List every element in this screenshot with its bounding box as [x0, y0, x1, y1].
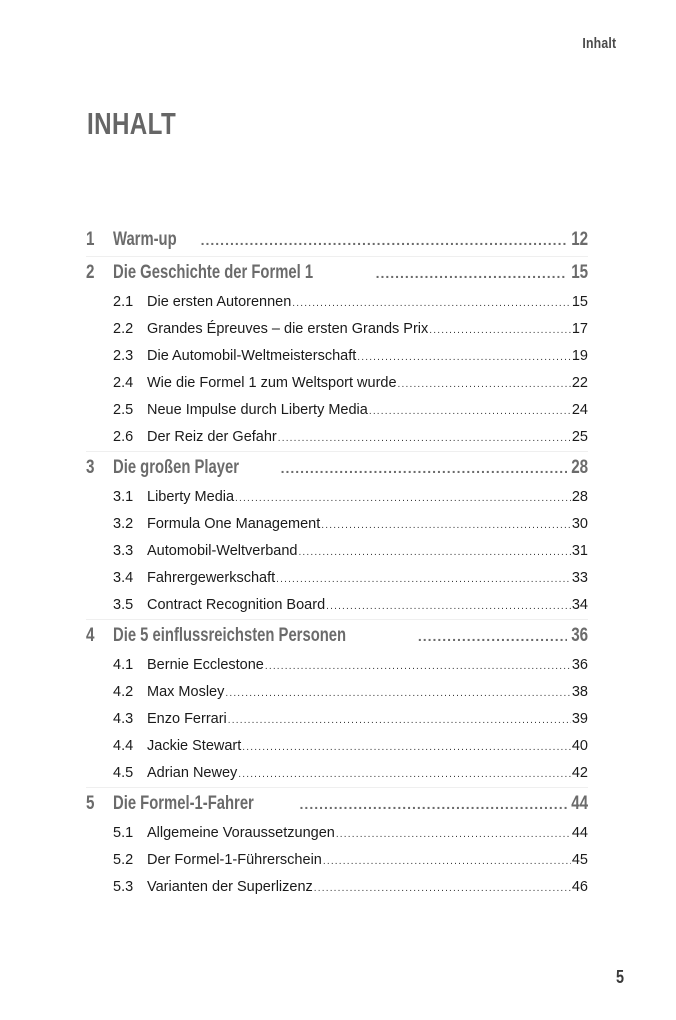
section-page: 34 — [571, 597, 588, 613]
section-title: Fahrergewerkschaft — [147, 570, 276, 586]
section-page: 44 — [571, 825, 588, 841]
dot-leader — [265, 653, 571, 680]
dot-leader — [298, 539, 570, 566]
section-page: 33 — [571, 570, 588, 586]
section-title: Enzo Ferrari — [147, 711, 227, 727]
section-title: Varianten der Superlizenz — [147, 879, 313, 895]
dot-leader — [201, 224, 567, 256]
chapter-number: 5 — [86, 793, 95, 814]
dot-leader — [314, 875, 571, 902]
section-page: 15 — [571, 294, 588, 310]
toc-section-row[interactable] — [113, 652, 588, 679]
toc-chapter-row[interactable] — [86, 788, 588, 820]
section-title: Grandes Épreuves – die ersten Grands Prix — [147, 321, 429, 337]
toc-section-row[interactable] — [113, 760, 588, 787]
running-head: Inhalt — [582, 35, 616, 52]
section-page: 24 — [571, 402, 588, 418]
section-page: 36 — [571, 657, 588, 673]
dot-leader — [225, 680, 571, 707]
section-title: Bernie Ecclestone — [147, 657, 264, 673]
toc-chapter-row[interactable] — [86, 620, 588, 652]
section-title: Allgemeine Voraussetzungen — [147, 825, 335, 841]
toc-section-row[interactable] — [113, 592, 588, 619]
section-title: Jackie Stewart — [147, 738, 242, 754]
dot-leader — [429, 317, 571, 344]
chapter-title: Die 5 einflussreichsten Personen — [113, 625, 347, 646]
section-title: Contract Recognition Board — [147, 597, 326, 613]
toc-chapter-2 — [86, 256, 588, 451]
section-title: Wie die Formel 1 zum Weltsport wurde — [147, 375, 397, 391]
section-title: Der Formel-1-Führerschein — [147, 852, 322, 868]
chapter-title: Die Formel-1-Fahrer — [113, 793, 254, 814]
dot-leader — [242, 734, 571, 761]
toc-section-row[interactable] — [113, 565, 588, 592]
toc-section-row[interactable] — [113, 733, 588, 760]
section-title: Der Reiz der Gefahr — [147, 429, 277, 445]
section-number: 5.2 — [113, 852, 134, 868]
dot-leader — [376, 257, 567, 289]
table-of-contents — [86, 224, 588, 901]
dot-leader — [281, 452, 567, 484]
section-page: 22 — [571, 375, 588, 391]
toc-section-row[interactable] — [113, 397, 588, 424]
dot-leader — [369, 398, 571, 425]
toc-section-row[interactable] — [113, 343, 588, 370]
section-number: 2.2 — [113, 321, 134, 337]
dot-leader — [292, 290, 571, 317]
chapter-number: 1 — [86, 229, 95, 250]
toc-section-row[interactable] — [113, 289, 588, 316]
toc-section-row[interactable] — [113, 874, 588, 901]
section-number: 3.3 — [113, 543, 134, 559]
section-number: 4.5 — [113, 765, 134, 781]
section-number: 2.6 — [113, 429, 134, 445]
section-page: 30 — [571, 516, 588, 532]
dot-leader — [235, 485, 571, 512]
section-number: 3.4 — [113, 570, 134, 586]
dot-leader — [398, 371, 571, 398]
section-number: 3.1 — [113, 489, 134, 505]
chapter-page: 36 — [571, 625, 588, 646]
section-page: 42 — [571, 765, 588, 781]
toc-section-row[interactable] — [113, 370, 588, 397]
section-page: 38 — [571, 684, 588, 700]
toc-section-row[interactable] — [113, 706, 588, 733]
chapter-page: 28 — [571, 457, 588, 478]
page-number: 5 — [615, 967, 624, 987]
section-title: Neue Impulse durch Liberty Media — [147, 402, 368, 418]
dot-leader — [323, 848, 571, 875]
chapter-page: 44 — [571, 793, 588, 814]
section-title: Die Automobil-Weltmeisterschaft — [147, 348, 357, 364]
dot-leader — [238, 761, 571, 788]
toc-chapter-row[interactable] — [86, 224, 588, 256]
chapter-number: 3 — [86, 457, 95, 478]
toc-section-row[interactable] — [113, 511, 588, 538]
section-number: 2.5 — [113, 402, 134, 418]
dot-leader — [321, 512, 571, 539]
chapter-number: 2 — [86, 262, 95, 283]
section-title: Liberty Media — [147, 489, 235, 505]
section-page: 31 — [571, 543, 588, 559]
section-title: Automobil-Weltverband — [147, 543, 298, 559]
chapter-title: Die Geschichte der Formel 1 — [113, 262, 314, 283]
section-number: 2.4 — [113, 375, 134, 391]
dot-leader — [336, 821, 571, 848]
section-title: Adrian Newey — [147, 765, 238, 781]
section-number: 3.2 — [113, 516, 134, 532]
toc-chapter-3 — [86, 451, 588, 619]
dot-leader — [326, 593, 571, 620]
toc-chapter-1 — [86, 224, 588, 256]
section-number: 3.5 — [113, 597, 134, 613]
section-page: 40 — [571, 738, 588, 754]
toc-section-row[interactable] — [113, 538, 588, 565]
chapter-page: 12 — [571, 229, 588, 250]
section-number: 5.3 — [113, 879, 134, 895]
section-page: 45 — [571, 852, 588, 868]
toc-section-row[interactable] — [113, 820, 588, 847]
toc-section-row[interactable] — [113, 847, 588, 874]
toc-chapter-row[interactable] — [86, 452, 588, 484]
dot-leader — [418, 620, 567, 652]
dot-leader — [276, 566, 571, 593]
chapter-title: Die großen Player — [113, 457, 240, 478]
dot-leader — [357, 344, 571, 371]
dot-leader — [278, 425, 571, 452]
section-title: Die ersten Autorennen — [147, 294, 292, 310]
toc-chapter-5 — [86, 787, 588, 901]
chapter-page: 15 — [571, 262, 588, 283]
toc-section-row[interactable] — [113, 679, 588, 706]
section-number: 5.1 — [113, 825, 134, 841]
chapter-number: 4 — [86, 625, 95, 646]
section-page: 28 — [571, 489, 588, 505]
toc-chapter-4 — [86, 619, 588, 787]
toc-chapter-row[interactable] — [86, 257, 588, 289]
section-number: 4.3 — [113, 711, 134, 727]
section-page: 46 — [571, 879, 588, 895]
section-page: 19 — [571, 348, 588, 364]
section-number: 4.1 — [113, 657, 134, 673]
section-page: 39 — [571, 711, 588, 727]
dot-leader — [228, 707, 571, 734]
toc-section-row[interactable] — [113, 484, 588, 511]
section-number: 4.2 — [113, 684, 134, 700]
section-page: 17 — [571, 321, 588, 337]
page-title: INHALT — [87, 106, 177, 141]
section-number: 2.3 — [113, 348, 134, 364]
section-number: 4.4 — [113, 738, 134, 754]
section-page: 25 — [571, 429, 588, 445]
section-title: Max Mosley — [147, 684, 225, 700]
toc-section-row[interactable] — [113, 316, 588, 343]
dot-leader — [300, 788, 567, 820]
toc-section-row[interactable] — [113, 424, 588, 451]
chapter-title: Warm-up — [113, 229, 177, 250]
section-title: Formula One Management — [147, 516, 321, 532]
section-number: 2.1 — [113, 294, 134, 310]
